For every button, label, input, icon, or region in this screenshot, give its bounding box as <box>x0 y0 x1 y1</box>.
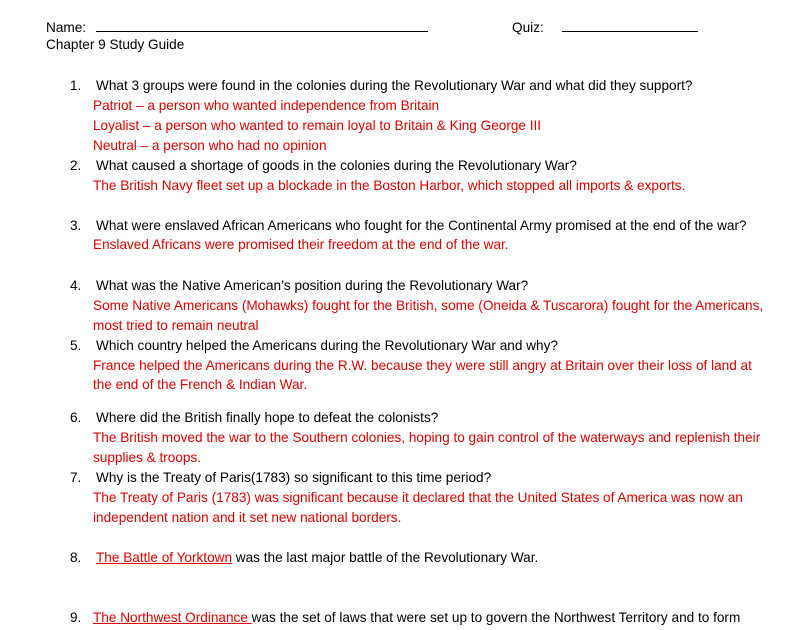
question-number: 9. <box>70 610 82 625</box>
quiz-label: Quiz: <box>512 20 544 35</box>
question-text: Where did the British finally hope to defeat the colonists? <box>96 410 439 425</box>
page-subtitle: Chapter 9 Study Guide <box>46 37 185 52</box>
answer-line: Enslaved Africans were promised their freedom at the end of the war. <box>93 237 509 252</box>
question-text: Which country helped the Americans during the Revolutionary War and why? <box>96 338 558 353</box>
answer-line: The British Navy fleet set up a blockade in the Boston Harbor, which stopped all imports & exports. <box>93 178 686 193</box>
question-text: Why is the Treaty of Paris(1783) so significant to this time period? <box>96 470 492 485</box>
question-text: What caused a shortage of goods in the colonies during the Revolutionary War? <box>96 158 577 173</box>
answer-line: Some Native Americans (Mohawks) fought for the British, some (Oneida & Tuscarora) fought for the Americans, <box>93 298 764 313</box>
question-text: was the last major battle of the Revolutionary War. <box>232 550 539 565</box>
quiz-row <box>512 17 698 35</box>
question-number: 8. <box>70 550 82 565</box>
name-label: Name: <box>46 20 87 35</box>
question-text: was the set of laws that were set up to govern the Northwest Territory and to form <box>251 610 741 625</box>
answer-line: supplies & troops. <box>93 450 202 465</box>
question-text: What were enslaved African Americans who fought for the Continental Army promised at the end of the war? <box>96 218 747 233</box>
answer-line: The British moved the war to the Southern colonies, hoping to gain control of the waterways and replenish their <box>93 430 761 445</box>
name-blank-line[interactable] <box>96 17 428 32</box>
answer-line: France helped the Americans during the R.W. because they were still angry at Britain over their loss of land at <box>93 358 752 373</box>
question-number: 2. <box>70 158 82 173</box>
answer-line: Neutral – a person who had no opinion <box>93 138 327 153</box>
question-number: 5. <box>70 338 82 353</box>
answer-line: independent nation and it set new national borders. <box>93 510 402 525</box>
answer-line: The Treaty of Paris (1783) was significant because it declared that the United States of America was now an <box>93 490 743 505</box>
answer-line: the end of the French & Indian War. <box>93 377 308 392</box>
question-text: What was the Native American’s position during the Revolutionary War? <box>96 278 529 293</box>
fill-in-question <box>93 610 740 625</box>
answer-line: Loyalist – a person who wanted to remain loyal to Britain & King George III <box>93 118 542 133</box>
fill-in-question <box>96 550 538 565</box>
fill-in-answer: The Battle of Yorktown <box>96 550 233 565</box>
question-number: 7. <box>70 470 82 485</box>
quiz-blank-line[interactable] <box>562 17 698 32</box>
name-row <box>46 17 428 35</box>
answer-line: Patriot – a person who wanted independence from Britain <box>93 98 440 113</box>
question-number: 6. <box>70 410 82 425</box>
fill-in-answer: The Northwest Ordinance <box>93 610 252 625</box>
question-number: 1. <box>70 78 82 93</box>
question-number: 4. <box>70 278 82 293</box>
question-text: What 3 groups were found in the colonies during the Revolutionary War and what did they support? <box>96 78 693 93</box>
question-number: 3. <box>70 218 82 233</box>
answer-line: most tried to remain neutral <box>93 318 259 333</box>
